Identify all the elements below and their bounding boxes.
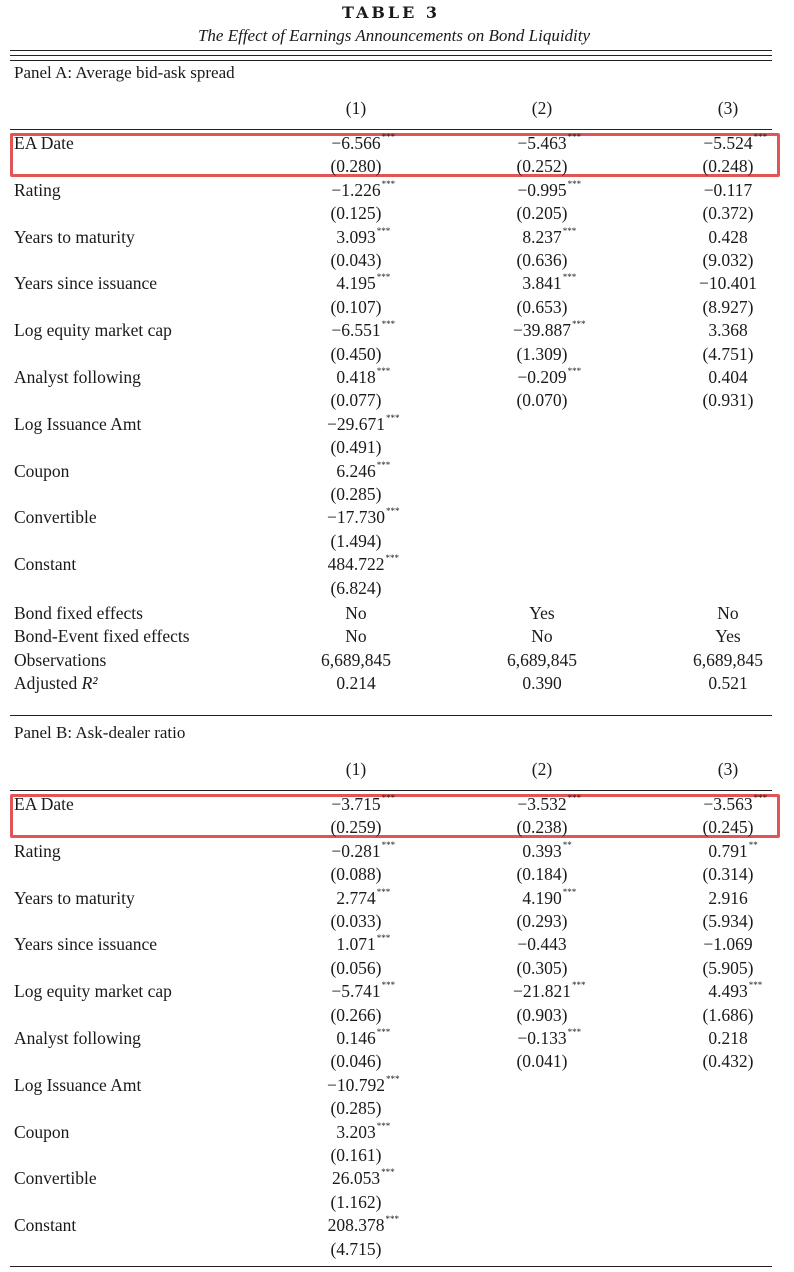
- coefficient-value: −21.821 ***: [513, 980, 586, 1002]
- row-label: Convertible: [14, 507, 97, 528]
- significance-stars: ***: [381, 319, 396, 330]
- coefficient-cell: [630, 273, 794, 294]
- panel-a-top-rule: [10, 60, 772, 61]
- significance-stars: ***: [567, 178, 582, 189]
- coefficient-cell: [444, 273, 640, 294]
- coefficient-value: −3.532 ***: [517, 793, 582, 814]
- coefficient-cell: [258, 273, 454, 294]
- coefficient-cell: [444, 227, 640, 248]
- coefficient-value: −3.715 ***: [331, 793, 396, 814]
- coefficient-cell: [444, 888, 640, 909]
- coefficient-value: −0.443: [517, 934, 567, 955]
- standard-error-cell: (0.314): [702, 864, 754, 885]
- coefficient-value: −39.887 ***: [513, 319, 586, 341]
- standard-error-cell: (0.450): [330, 343, 382, 364]
- row-label: Log Issuance Amt: [14, 1074, 142, 1095]
- coefficient-cell: [258, 554, 454, 575]
- stat-value: No: [531, 626, 553, 647]
- coefficient-cell: [258, 1075, 454, 1096]
- panel-title: Panel B: Ask-dealer ratio: [14, 723, 186, 742]
- significance-stars: **: [562, 839, 572, 850]
- significance-stars: ***: [376, 366, 391, 376]
- coefficient-cell: [630, 180, 794, 201]
- standard-error-cell: (4.715): [330, 1238, 382, 1259]
- column-header: (3): [717, 98, 739, 118]
- significance-stars: ***: [376, 225, 391, 236]
- standard-error-cell: (0.653): [516, 296, 568, 317]
- significance-stars: ***: [376, 886, 391, 897]
- coefficient-cell: [630, 841, 794, 862]
- row-label: Coupon: [14, 460, 70, 481]
- significance-stars: ***: [567, 132, 582, 142]
- coefficient-cell: [258, 888, 454, 909]
- coefficient-cell: [630, 133, 794, 154]
- coefficient-value: −1.226 ***: [331, 178, 396, 200]
- significance-stars: ***: [381, 980, 396, 991]
- column-header: (2): [531, 98, 553, 118]
- coefficient-cell: [444, 841, 640, 862]
- standard-error-cell: (0.432): [702, 1051, 754, 1072]
- coefficient-value: 6.246 ***: [336, 459, 391, 481]
- row-label: Analyst following: [14, 367, 141, 387]
- standard-error-cell: (9.032): [702, 250, 754, 270]
- coefficient-value: 2.916: [708, 887, 748, 908]
- significance-stars: ***: [381, 178, 396, 189]
- standard-error-cell: (0.046): [330, 1051, 382, 1072]
- coefficient-value: 0.791 **: [708, 839, 758, 861]
- coefficient-cell: [258, 1168, 454, 1189]
- coefficient-value: 0.418 ***: [336, 366, 391, 387]
- panel-b-top-rule: [10, 715, 772, 716]
- stat-value: Yes: [529, 603, 555, 623]
- coefficient-value: −17.730 ***: [327, 506, 400, 528]
- standard-error-cell: (0.636): [516, 250, 568, 270]
- standard-error-cell: (4.751): [702, 343, 754, 364]
- coefficient-value: −5.741 ***: [331, 980, 396, 1002]
- significance-stars: ***: [376, 459, 391, 470]
- coefficient-cell: [444, 981, 640, 1002]
- significance-stars: ***: [748, 980, 763, 991]
- standard-error-cell: (0.931): [702, 390, 754, 411]
- coefficient-cell: [444, 794, 640, 815]
- coefficient-value: −3.563 ***: [703, 793, 768, 814]
- significance-stars: ***: [572, 980, 586, 991]
- standard-error-cell: (0.248): [702, 156, 754, 177]
- coefficient-cell: [258, 320, 454, 341]
- coefficient-value: 4.190 ***: [522, 886, 577, 908]
- stat-value: 0.390: [522, 673, 562, 694]
- significance-stars: ***: [376, 1120, 391, 1131]
- stat-value: 6,689,845: [321, 649, 391, 670]
- coefficient-cell: [630, 320, 794, 341]
- row-label: Constant: [14, 1215, 77, 1236]
- coefficient-value: −6.566 ***: [331, 132, 396, 153]
- stat-value: 6,689,845: [693, 649, 763, 670]
- significance-stars: ***: [562, 272, 577, 283]
- significance-stars: ***: [386, 506, 400, 517]
- significance-stars: ***: [381, 839, 396, 850]
- significance-stars: ***: [562, 886, 577, 897]
- row-label: Years since issuance: [14, 934, 158, 955]
- coefficient-cell: [258, 1028, 454, 1049]
- column-header: (3): [717, 759, 739, 779]
- coefficient-value: 208.378 ***: [327, 1214, 399, 1236]
- coefficient-value: −10.792 ***: [327, 1073, 400, 1095]
- coefficient-cell: [630, 981, 794, 1002]
- coefficient-value: 1.071 ***: [336, 933, 391, 955]
- significance-stars: ***: [385, 553, 399, 564]
- coefficient-value: 0.146 ***: [336, 1027, 391, 1048]
- coefficient-cell: [258, 841, 454, 862]
- coefficient-value: 4.493 ***: [708, 980, 763, 1002]
- coefficient-value: 8.237 ***: [522, 225, 577, 247]
- coefficient-cell: [258, 934, 454, 955]
- stat-value: 6,689,845: [507, 649, 577, 670]
- coefficient-value: −0.995 ***: [517, 178, 582, 200]
- standard-error-cell: (0.372): [702, 203, 754, 224]
- stat-label: Observations: [14, 649, 107, 670]
- coefficient-value: −1.069: [703, 934, 753, 955]
- stat-value: 0.214: [336, 673, 376, 694]
- significance-stars: ***: [376, 1027, 391, 1037]
- standard-error-cell: (0.305): [516, 957, 568, 978]
- coefficient-value: −0.209 ***: [517, 366, 582, 387]
- row-label: Coupon: [14, 1121, 70, 1142]
- significance-stars: ***: [753, 793, 768, 803]
- coefficient-cell: [258, 227, 454, 248]
- significance-stars: ***: [381, 1167, 395, 1178]
- stat-value: Yes: [715, 626, 741, 647]
- significance-stars: ***: [381, 793, 396, 803]
- row-label: EA Date: [14, 133, 74, 153]
- coefficient-value: −0.133 ***: [517, 1027, 582, 1048]
- standard-error-cell: (6.824): [330, 577, 382, 598]
- coefficient-cell: [258, 367, 454, 388]
- coefficient-value: 26.053 ***: [331, 1167, 395, 1189]
- significance-stars: ***: [562, 225, 577, 236]
- coefficient-cell: [258, 794, 454, 815]
- standard-error-cell: (1.162): [330, 1191, 382, 1212]
- coefficient-cell: [630, 1028, 794, 1049]
- row-label: Convertible: [14, 1168, 97, 1189]
- coefficient-cell: [444, 1028, 640, 1049]
- table-subtitle: The Effect of Earnings Announcements on Bond Liquidity: [197, 26, 591, 45]
- stat-value: No: [345, 603, 367, 623]
- row-label: EA Date: [14, 794, 74, 814]
- stat-label: Adjusted R²: [14, 673, 98, 694]
- standard-error-cell: (0.184): [516, 864, 568, 885]
- significance-stars: ***: [567, 1027, 582, 1037]
- standard-error-cell: (0.266): [330, 1004, 382, 1025]
- coefficient-value: −6.551 ***: [331, 319, 396, 341]
- standard-error-cell: (0.903): [516, 1004, 568, 1025]
- significance-stars: ***: [567, 793, 582, 803]
- row-label: Log Issuance Amt: [14, 413, 142, 434]
- significance-stars: ***: [572, 319, 586, 330]
- top-rule-1: [10, 50, 772, 51]
- standard-error-cell: (1.309): [516, 343, 568, 364]
- coefficient-value: −5.524 ***: [703, 132, 768, 153]
- coefficient-value: 3.093 ***: [336, 225, 391, 247]
- significance-stars: ***: [381, 132, 396, 142]
- panel-title: Panel A: Average bid-ask spread: [14, 63, 235, 82]
- coefficient-value: 0.218: [708, 1028, 748, 1048]
- coefficient-cell: [444, 367, 640, 388]
- coefficient-value: −29.671 ***: [327, 412, 400, 434]
- standard-error-cell: (0.056): [330, 957, 382, 978]
- significance-stars: ***: [376, 933, 391, 944]
- significance-stars: ***: [385, 1214, 399, 1225]
- r-squared-symbol: R²: [81, 673, 98, 694]
- standard-error-cell: (1.494): [330, 530, 382, 551]
- coefficient-value: 0.393 **: [522, 839, 572, 861]
- standard-error-cell: (0.252): [516, 156, 568, 177]
- standard-error-cell: (0.088): [330, 864, 382, 885]
- coefficient-value: −5.463 ***: [517, 132, 582, 153]
- stat-label: Bond-Event fixed effects: [14, 626, 190, 647]
- row-label: Log equity market cap: [14, 981, 172, 1002]
- column-header: (2): [531, 759, 553, 779]
- significance-stars: ***: [386, 412, 400, 423]
- standard-error-cell: (0.043): [330, 250, 382, 270]
- row-label: Log equity market cap: [14, 320, 172, 341]
- significance-stars: ***: [376, 272, 391, 283]
- coefficient-cell: [630, 227, 794, 248]
- coefficient-value: −0.281 ***: [331, 839, 396, 861]
- coefficient-value: 2.774 ***: [336, 886, 391, 908]
- stat-value: No: [717, 603, 739, 623]
- row-label: Years since issuance: [14, 273, 158, 294]
- standard-error-cell: (0.285): [330, 1098, 382, 1119]
- coefficient-cell: [258, 414, 454, 435]
- standard-error-cell: (0.245): [702, 817, 754, 838]
- coefficient-value: 4.195 ***: [336, 272, 391, 294]
- coefficient-cell: [444, 180, 640, 201]
- bottom-rule: [10, 1266, 772, 1267]
- row-label: Years to maturity: [14, 226, 135, 247]
- coefficient-cell: [444, 934, 640, 955]
- coefficient-cell: [444, 133, 640, 154]
- coefficient-value: 484.722 ***: [327, 553, 399, 575]
- column-header: (1): [345, 759, 367, 779]
- standard-error-cell: (5.905): [702, 957, 754, 978]
- standard-error-cell: (0.259): [330, 817, 382, 838]
- coefficient-value: −10.401: [699, 273, 757, 294]
- significance-stars: ***: [753, 132, 768, 142]
- standard-error-cell: (0.125): [330, 203, 382, 224]
- coefficient-cell: [258, 133, 454, 154]
- coefficient-value: 0.428: [708, 226, 748, 247]
- standard-error-cell: (0.293): [516, 911, 568, 931]
- standard-error-cell: (0.041): [516, 1051, 568, 1072]
- coefficient-cell: [630, 934, 794, 955]
- standard-error-cell: (0.107): [330, 296, 382, 317]
- standard-error-cell: (0.033): [330, 911, 382, 931]
- standard-error-cell: (1.686): [702, 1004, 754, 1025]
- column-header: (1): [345, 98, 367, 118]
- coefficient-cell: [258, 507, 454, 528]
- coefficient-value: 0.404: [708, 367, 748, 387]
- standard-error-cell: (5.934): [702, 911, 754, 931]
- coefficient-value: 3.841 ***: [522, 272, 577, 294]
- standard-error-cell: (0.205): [516, 203, 568, 224]
- coefficient-cell: [444, 320, 640, 341]
- row-label: Rating: [14, 179, 61, 200]
- row-label: Years to maturity: [14, 887, 135, 908]
- standard-error-cell: (8.927): [702, 296, 754, 317]
- coefficient-cell: [258, 461, 454, 482]
- stat-value: 0.521: [708, 673, 748, 694]
- header-rule: [10, 129, 772, 130]
- standard-error-cell: (0.161): [330, 1145, 382, 1165]
- coefficient-cell: [630, 794, 794, 815]
- standard-error-cell: (0.238): [516, 817, 568, 838]
- table-title: TABLE 3: [341, 3, 441, 22]
- standard-error-cell: (0.280): [330, 156, 382, 177]
- coefficient-cell: [630, 367, 794, 388]
- coefficient-cell: [258, 981, 454, 1002]
- row-label: Analyst following: [14, 1028, 141, 1048]
- significance-stars: **: [748, 839, 758, 850]
- standard-error-cell: (0.077): [330, 390, 382, 411]
- top-rule-2: [10, 55, 772, 56]
- coefficient-cell: [630, 888, 794, 909]
- stat-label: Bond fixed effects: [14, 603, 143, 623]
- significance-stars: ***: [386, 1073, 400, 1084]
- significance-stars: ***: [567, 366, 582, 376]
- standard-error-cell: (0.070): [516, 390, 568, 411]
- coefficient-cell: [258, 180, 454, 201]
- standard-error-cell: (0.285): [330, 484, 382, 504]
- row-label: Constant: [14, 554, 77, 575]
- header-rule: [10, 790, 772, 791]
- coefficient-value: 3.368: [708, 320, 748, 341]
- row-label: Rating: [14, 840, 61, 861]
- coefficient-value: −0.117: [703, 179, 753, 200]
- stat-value: No: [345, 626, 367, 647]
- standard-error-cell: (0.491): [330, 437, 382, 458]
- coefficient-cell: [258, 1215, 454, 1236]
- coefficient-cell: [258, 1122, 454, 1143]
- coefficient-value: 3.203 ***: [336, 1120, 391, 1142]
